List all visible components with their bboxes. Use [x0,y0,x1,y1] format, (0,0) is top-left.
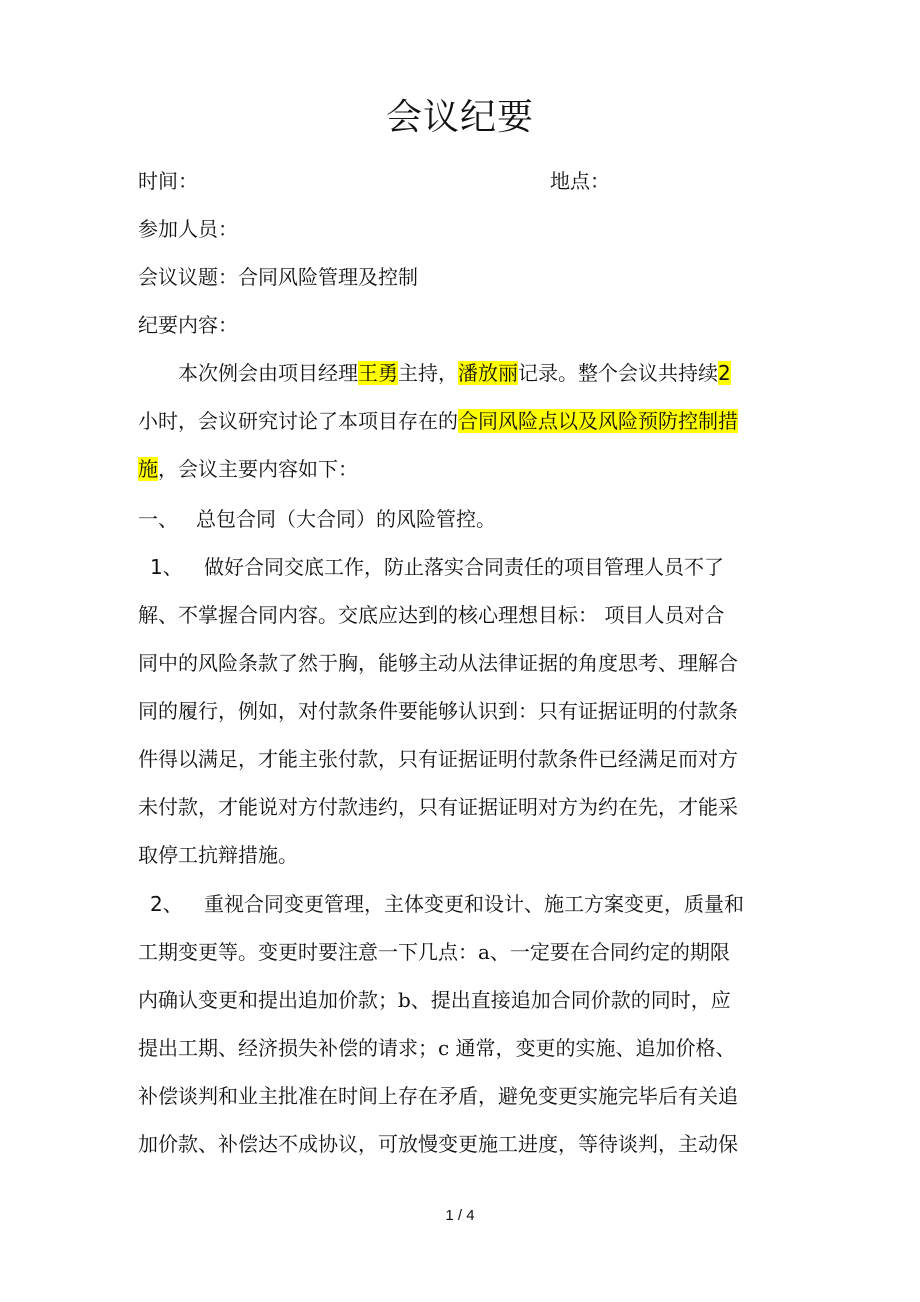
item-1-line-6: 未付款，才能说对方付款违约，只有证据证明对方为约在先，才能采 [138,795,738,819]
document-title: 会议纪要 [385,97,534,138]
item-2-line-6: 加价款、补偿达不成协议，可放慢变更施工进度，等待谈判，主动保 [138,1132,738,1156]
intro-text: ，会议主要内容如下： [158,457,358,481]
item-1-line-7: 取停工抗辩措施。 [138,843,298,867]
section-number: 一、 [138,507,178,531]
page-indicator: 1 / 4 [445,1207,475,1224]
item-2-text: 重视合同变更管理，主体变更和设计、施工方案变更，质量和 [204,892,744,916]
recorder-name-highlight: 潘放丽 [458,361,518,385]
item-2-line-3: 内确认变更和提出追加价款；b、提出直接追加合同价款的同时，应 [138,988,731,1012]
duration-highlight: 2 [718,361,731,385]
focus-highlight: 合同风险点以及风险预防控制措 [458,409,738,433]
item-1-line-2: 解、不掌握合同内容。交底应达到的核心理想目标： 项目人员对合 [138,603,725,627]
meta-row-time-place [138,167,788,195]
section-heading-text: 总包合同（大合同）的风险管控。 [196,507,496,531]
item-2-number: 2、 [150,892,183,916]
intro-text: 记录。整个会议共持续 [518,361,718,385]
section-1-heading [138,505,788,533]
place-label: 地点： [550,169,610,193]
topic-value: 合同风险管理及控制 [238,265,418,289]
content-label: 纪要内容： [138,313,238,337]
item-1-number: 1、 [150,555,183,579]
item-1-line-5: 件得以满足，才能主张付款，只有证据证明付款条件已经满足而对方 [138,747,738,771]
item-1-text: 做好合同交底工作，防止落实合同责任的项目管理人员不了 [204,555,724,579]
intro-text: 本次例会由项目经理 [178,361,358,385]
item-2-line-4: 提出工期、经济损失补偿的请求；c 通常，变更的实施、追加价格、 [138,1036,736,1060]
topic-row [138,263,788,291]
intro-line-3 [138,455,788,483]
item-2-line-2: 工期变更等。变更时要注意一下几点：a、一定要在合同约定的期限 [138,940,730,964]
attendees-row [138,215,788,243]
item-1-line-4: 同的履行，例如，对付款条件要能够认识到：只有证据证明的付款条 [138,699,738,723]
item-2-line-5: 补偿谈判和业主批准在时间上存在矛盾，避免变更实施完毕后有关追 [138,1084,738,1108]
intro-line-2 [138,407,788,435]
focus-highlight-end: 施 [138,457,158,481]
attendees-label: 参加人员： [138,217,238,241]
host-name-highlight: 王勇 [358,361,398,385]
content-row [138,311,788,339]
time-label: 时间： [138,169,198,193]
topic-label: 会议议题： [138,265,238,289]
intro-text: 小时，会议研究讨论了本项目存在的 [138,409,458,433]
item-1-line-3: 同中的风险条款了然于胸，能够主动从法律证据的角度思考、理解合 [138,651,738,675]
intro-text: 主持， [398,361,458,385]
intro-line-1 [138,359,788,387]
